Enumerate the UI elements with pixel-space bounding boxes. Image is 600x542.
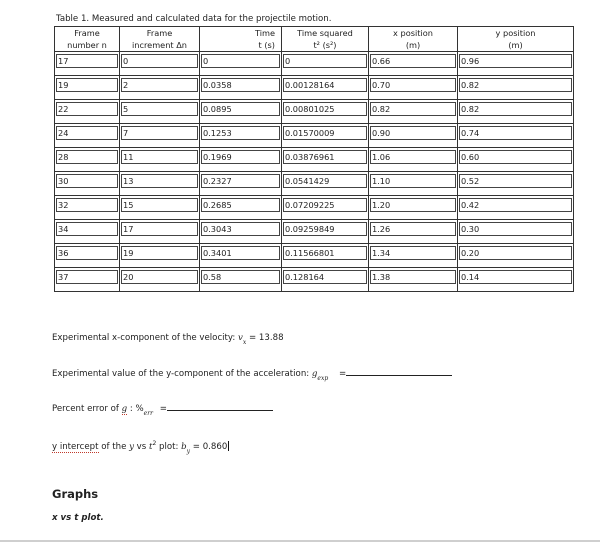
table-row: [55, 172, 574, 196]
cell-value: 30: [56, 174, 118, 188]
cell-value: 17: [121, 222, 198, 236]
cell-value: 13: [121, 174, 198, 188]
cell-time: [200, 100, 282, 124]
table-row: [55, 244, 574, 268]
cell-y-position: [458, 148, 574, 172]
cell-value: 1.06: [370, 150, 456, 164]
cell-value: 0.09259849: [283, 222, 367, 236]
cell-value: 0.58: [201, 270, 280, 284]
y-intercept-y: y: [129, 442, 134, 452]
cell-time-squared: [282, 148, 369, 172]
data-table: [54, 26, 574, 292]
cell-x-position: [369, 268, 458, 292]
acceleration-answer-blank[interactable]: [346, 368, 452, 376]
cell-value: 0: [121, 54, 198, 68]
table-row: [55, 52, 574, 76]
y-intercept-sup: 2: [152, 440, 157, 447]
cell-time: [200, 244, 282, 268]
cell-frame-number: [55, 100, 120, 124]
cell-time-squared: [282, 268, 369, 292]
cell-value: 1.34: [370, 246, 456, 260]
cell-value: 0.2685: [201, 198, 280, 212]
cell-time-squared: [282, 220, 369, 244]
cell-frame-increment: [120, 52, 200, 76]
cell-frame-increment: [120, 220, 200, 244]
cell-frame-number: [55, 52, 120, 76]
table-row: [55, 220, 574, 244]
cell-x-position: [369, 52, 458, 76]
cell-y-position: [458, 100, 574, 124]
cell-value: 0.03876961: [283, 150, 367, 164]
cell-value: 28: [56, 150, 118, 164]
percent-error-symbol: %: [135, 404, 144, 414]
cell-time: [200, 76, 282, 100]
percent-error-label: Percent error of: [52, 404, 122, 414]
cell-value: 1.26: [370, 222, 456, 236]
cell-time: [200, 148, 282, 172]
y-intercept-subscript: y: [186, 448, 191, 455]
cell-y-position: [458, 268, 574, 292]
y-intercept-plot: plot:: [156, 442, 182, 452]
plot-title: x vs t plot.: [52, 513, 104, 523]
cell-value: 1.20: [370, 198, 456, 212]
cell-value: 15: [121, 198, 198, 212]
cell-value: 1.10: [370, 174, 456, 188]
cell-value: 0.0541429: [283, 174, 367, 188]
cell-frame-number: [55, 148, 120, 172]
cell-value: 1.38: [370, 270, 456, 284]
cell-value: 7: [121, 126, 198, 140]
cell-value: 0.52: [459, 174, 572, 188]
table-row: [55, 76, 574, 100]
cell-time-squared: [282, 76, 369, 100]
cell-value: 0.66: [370, 54, 456, 68]
cell-value: 24: [56, 126, 118, 140]
cell-value: 0.07209225: [283, 198, 367, 212]
cell-value: 0.128164: [283, 270, 367, 284]
y-intercept-vs: vs: [133, 442, 149, 452]
cell-x-position: [369, 124, 458, 148]
cell-value: 5: [121, 102, 198, 116]
table-row: [55, 196, 574, 220]
cell-time: [200, 124, 282, 148]
cell-time: [200, 268, 282, 292]
header-time-squared: Time squared t² (s²): [282, 27, 369, 52]
y-intercept-value[interactable]: = 0.860: [192, 442, 228, 452]
cell-value: 0: [283, 54, 367, 68]
header-frame-number: Frame number n: [55, 27, 120, 52]
cell-frame-increment: [120, 100, 200, 124]
percent-error-equals: =: [159, 404, 167, 414]
cell-frame-increment: [120, 124, 200, 148]
cell-value: 0.82: [459, 78, 572, 92]
percent-error-answer-blank[interactable]: [167, 403, 273, 411]
velocity-value: = 13.88: [249, 333, 284, 343]
cell-time: [200, 52, 282, 76]
percent-error-colon: :: [127, 404, 136, 414]
cell-value: 37: [56, 270, 118, 284]
cell-value: 0.1253: [201, 126, 280, 140]
cell-time-squared: [282, 244, 369, 268]
cell-time-squared: [282, 100, 369, 124]
cell-frame-increment: [120, 244, 200, 268]
acceleration-subscript: exp: [317, 375, 329, 382]
cell-frame-number: [55, 196, 120, 220]
cell-time: [200, 220, 282, 244]
header-time: Time t (s): [200, 27, 282, 52]
cell-time-squared: [282, 52, 369, 76]
cell-value: 22: [56, 102, 118, 116]
cell-x-position: [369, 196, 458, 220]
cell-y-position: [458, 196, 574, 220]
velocity-subscript: x: [242, 339, 247, 346]
text-cursor: [228, 441, 229, 451]
header-x-position: x position (m): [369, 27, 458, 52]
cell-time-squared: [282, 172, 369, 196]
cell-y-position: [458, 124, 574, 148]
cell-value: 0.82: [459, 102, 572, 116]
cell-time-squared: [282, 196, 369, 220]
cell-frame-increment: [120, 172, 200, 196]
cell-value: 0.1969: [201, 150, 280, 164]
cell-frame-increment: [120, 76, 200, 100]
cell-frame-number: [55, 172, 120, 196]
table-row: [55, 100, 574, 124]
cell-value: 34: [56, 222, 118, 236]
graphs-heading: Graphs: [52, 487, 99, 501]
cell-x-position: [369, 220, 458, 244]
acceleration-equals: =: [338, 369, 347, 379]
cell-value: 11: [121, 150, 198, 164]
velocity-label: Experimental x-component of the velocity:: [52, 333, 239, 343]
cell-value: 0.2327: [201, 174, 280, 188]
cell-value: 0.00801025: [283, 102, 367, 116]
percent-error-subscript: err: [143, 410, 153, 417]
cell-value: 0.90: [370, 126, 456, 140]
header-y-position: y position (m): [458, 27, 574, 52]
cell-x-position: [369, 100, 458, 124]
cell-value: 0.30: [459, 222, 572, 236]
cell-value: 32: [56, 198, 118, 212]
cell-value: 0.74: [459, 126, 572, 140]
cell-frame-increment: [120, 148, 200, 172]
velocity-line: [52, 333, 284, 346]
acceleration-line: [52, 368, 452, 382]
cell-value: 0.20: [459, 246, 572, 260]
cell-value: 20: [121, 270, 198, 284]
y-intercept-label-rest: of the: [98, 442, 130, 452]
cell-y-position: [458, 76, 574, 100]
cell-value: 0.00128164: [283, 78, 367, 92]
table-row: [55, 124, 574, 148]
cell-time-squared: [282, 124, 369, 148]
y-intercept-label: y intercept: [52, 442, 99, 452]
acceleration-label: Experimental value of the y-component of the acceleration:: [52, 369, 312, 379]
cell-x-position: [369, 148, 458, 172]
cell-value: 0.96: [459, 54, 572, 68]
cell-value: 0.70: [370, 78, 456, 92]
cell-frame-increment: [120, 268, 200, 292]
cell-y-position: [458, 244, 574, 268]
cell-frame-number: [55, 76, 120, 100]
cell-frame-increment: [120, 196, 200, 220]
cell-frame-number: [55, 244, 120, 268]
percent-error-g: g: [121, 404, 128, 414]
cell-y-position: [458, 172, 574, 196]
table-row: [55, 268, 574, 292]
cell-value: 2: [121, 78, 198, 92]
cell-x-position: [369, 244, 458, 268]
cell-frame-number: [55, 124, 120, 148]
header-frame-increment: Frame increment Δn: [120, 27, 200, 52]
cell-value: 0.14: [459, 270, 572, 284]
cell-value: 0.3401: [201, 246, 280, 260]
table-body: [55, 52, 574, 292]
cell-value: 19: [56, 78, 118, 92]
cell-value: 0.3043: [201, 222, 280, 236]
velocity-symbol: v: [238, 333, 243, 343]
percent-error-line: [52, 403, 273, 417]
cell-time: [200, 172, 282, 196]
cell-value: 0.0358: [201, 78, 280, 92]
cell-value: 0.0895: [201, 102, 280, 116]
cell-value: 36: [56, 246, 118, 260]
cell-frame-number: [55, 268, 120, 292]
cell-value: 0.11566801: [283, 246, 367, 260]
cell-value: 0.60: [459, 150, 572, 164]
y-intercept-line: [52, 440, 229, 455]
cell-y-position: [458, 52, 574, 76]
cell-value: 0.42: [459, 198, 572, 212]
y-intercept-t: t: [148, 442, 153, 452]
table-header-row: [55, 27, 574, 52]
cell-value: 0: [201, 54, 280, 68]
cell-value: 0.01570009: [283, 126, 367, 140]
cell-time: [200, 196, 282, 220]
cell-value: 19: [121, 246, 198, 260]
cell-x-position: [369, 172, 458, 196]
cell-value: 0.82: [370, 102, 456, 116]
cell-value: 17: [56, 54, 118, 68]
y-intercept-b: b: [181, 442, 187, 452]
cell-y-position: [458, 220, 574, 244]
table-caption: Table 1. Measured and calculated data for the projectile motion.: [56, 14, 332, 24]
table-row: [55, 148, 574, 172]
acceleration-symbol: g: [311, 369, 318, 379]
cell-x-position: [369, 76, 458, 100]
cell-frame-number: [55, 220, 120, 244]
